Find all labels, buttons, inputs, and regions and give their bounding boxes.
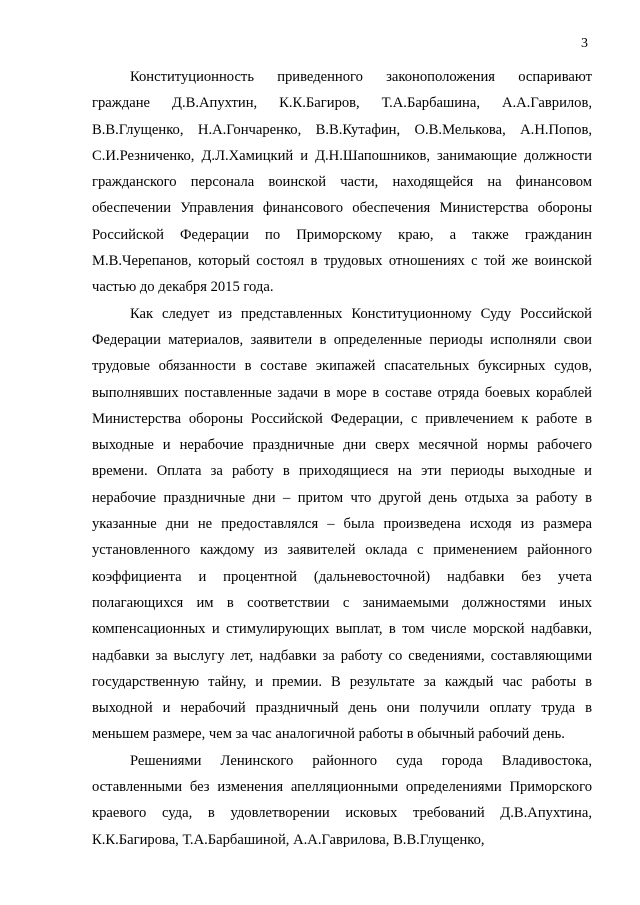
paragraph-3: Решениями Ленинского районного суда города Владивостока, оставленными без изменения апелляционными определениями Приморского краевого суда, в удовлетворении исковых требований Д.В.Апухтина, К.К.Багирова, Т.А.Барбашиной, А.А.Гаврилова, В.В.Глущенко, bbox=[92, 752, 592, 848]
paragraph-2: Как следует из представленных Конституционному Суду Российской Федерации материалов, заявители в определенные периоды исполняли свои трудовые обязанности в составе экипажей спасательных буксирных судов, выполнявших поставленные задачи в море в составе отряда боевых кораблей Министерства обороны Российской Федерации, с привлечением к работе в выходные и нерабочие праздничные дни сверх месячной нормы рабочего времени. Оплата за работу в приходящиеся на эти периоды выходные и нерабочие праздничные дни – притом что другой день отдыха за работу в указанные дни не предоставлялся – была произведена исходя из размера установленного каждому из заявителей оклада с применением районного коэффициента и процентной (дальневосточной) надбавки без учета полагающихся им в соответствии с занимаемыми должностями иных компенсационных и стимулирующих выплат, в том числе морской надбавки, надбавки за выслугу лет, надбавки за работу со сведениями, составляющими государственную тайну, и премии. В результате за каждый час работы в выходной и нерабочий праздничный день они получили оплату труда в меньшем размере, чем за час аналогичной работы в обычный рабочий день. bbox=[92, 305, 592, 743]
paragraph-1: Конституционность приведенного законоположения оспаривают граждане Д.В.Апухтин, К.К.Багиров, Т.А.Барбашина, А.А.Гаврилов, В.В.Глущенко, Н.А.Гончаренко, В.В.Кутафин, О.В.Мелькова, А.Н.Попов, С.И.Резниченко, Д.Л.Хамицкий и Д.Н.Шапошников, занимающие должности гражданского персонала воинской части, находящейся на финансовом обеспечении Управления финансового обеспечения Министерства обороны Российской Федерации по Приморскому краю, а также гражданин М.В.Черепанов, который состоял в трудовых отношениях с той же воинской частью до декабря 2015 года. bbox=[92, 69, 592, 296]
page-number: 3 bbox=[581, 36, 588, 51]
document-body bbox=[92, 64, 592, 853]
